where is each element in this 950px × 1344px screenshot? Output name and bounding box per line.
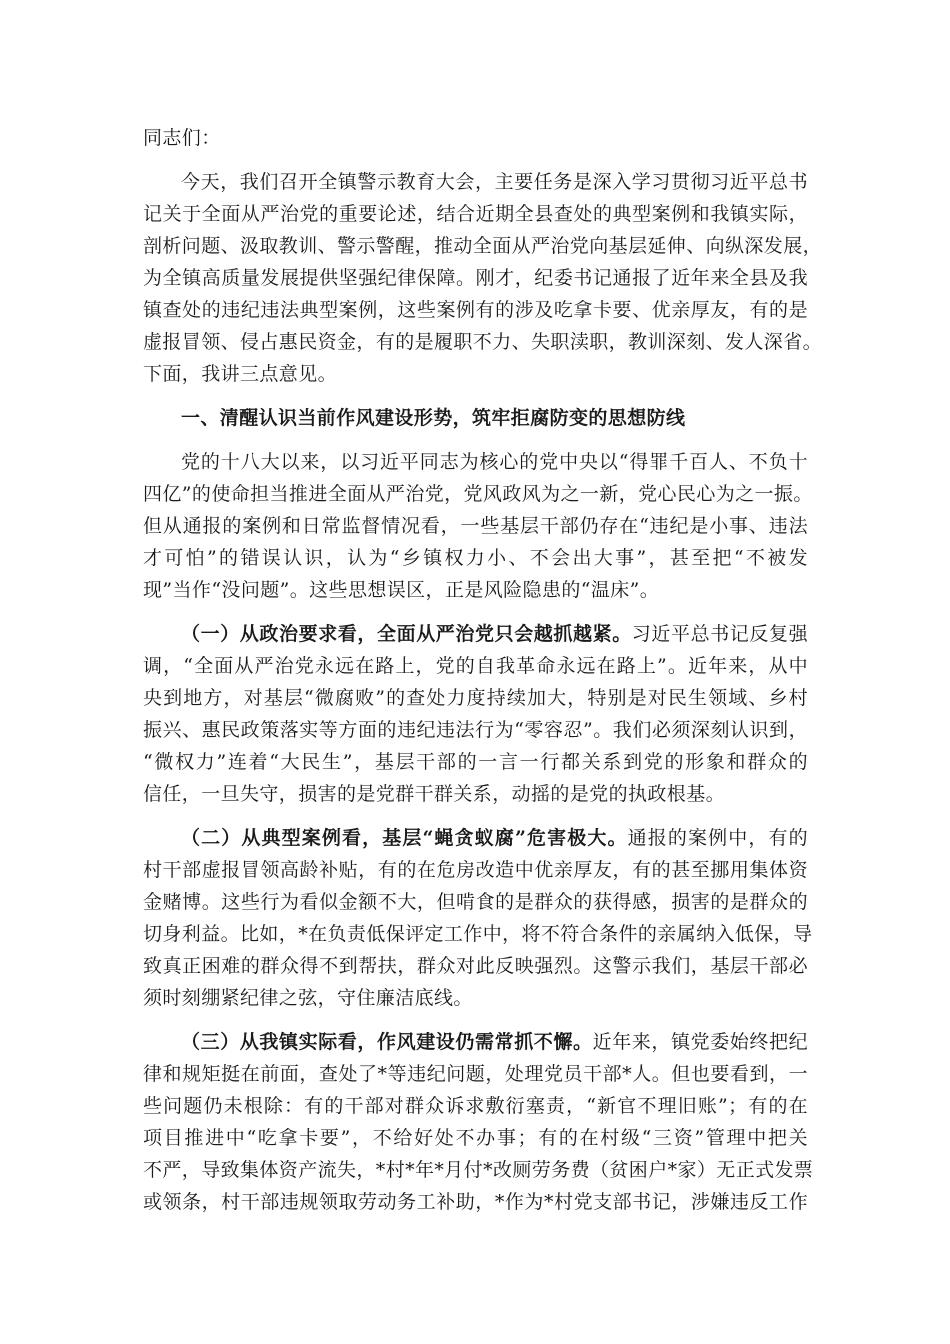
text-line: 但从通报的案例和日常监督情况看，一些基层干部仍存在“违纪是小事、违法 [143, 515, 808, 537]
text-line: 四亿”的使命担当推进全面从严治党，党风政风为之一新，党心民心为之一振。 [143, 483, 813, 505]
text-line: 党的十八大以来，以习近平同志为核心的党中央以“得罪千百人、不负十 [181, 451, 808, 473]
text-line: 现”当作“没问题”。这些思想误区，正是风险隐患的“温床”。 [143, 579, 660, 601]
text-line: 村干部虚报冒领高龄补贴，有的在危房改造中优亲厚友，有的甚至挪用集体资 [143, 859, 808, 881]
text-line: 金赌博。这些行为看似金额不大，但啃食的是群众的获得感，损害的是群众的 [143, 891, 808, 913]
point1-paragraph [143, 618, 808, 810]
text-line: 今天，我们召开全镇警示教育大会，主要任务是深入学习贯彻习近平总书 [181, 171, 808, 193]
text-line: 律和规矩挺在前面，查处了*等违纪问题，处理党员干部*人。但也要看到，一 [143, 1063, 808, 1085]
point-text: 通报的案例中，有的 [627, 827, 808, 849]
text-line: 或领条，村干部违规领取劳动务工补助，*作为*村党支部书记，涉嫌违反工作 [143, 1191, 808, 1213]
text-line: 剖析问题、汲取教训、警示警醒，推动全面从严治党向基层延伸、向纵深发展， [143, 235, 823, 257]
section1-paragraph [143, 446, 813, 606]
text-line: 才可怕”的错误认识，认为“乡镇权力小、不会出大事”，甚至把“不被发 [143, 547, 808, 569]
point-text: 习近平总书记反复强 [631, 623, 808, 645]
point-text: 近年来，镇党委始终把纪 [592, 1031, 808, 1053]
point2-paragraph [143, 822, 813, 1014]
point3-paragraph [143, 1026, 814, 1218]
point-heading: （一）从政治要求看，全面从严治党只会越抓越紧。 [181, 623, 632, 645]
salutation: 同志们： [143, 127, 221, 149]
text-line [143, 1026, 808, 1058]
text-line [143, 618, 808, 650]
text-line: 切身利益。比如，*在负责低保评定工作中，将不符合条件的亲属纳入低保，导 [143, 923, 813, 945]
document-page [143, 122, 823, 1218]
intro-paragraph [143, 166, 823, 390]
text-line: 镇查处的违纪违法典型案例，这些案例有的涉及吃拿卡要、优亲厚友，有的是 [143, 299, 808, 321]
text-line: 记关于全面从严治党的重要论述，结合近期全县查处的典型案例和我镇实际， [143, 203, 808, 225]
point-heading: （三）从我镇实际看，作风建设仍需常抓不懈。 [181, 1031, 593, 1053]
text-line: 为全镇高质量发展提供坚强纪律保障。刚才，纪委书记通报了近年来全县及我 [143, 267, 808, 289]
text-line: 些问题仍未根除：有的干部对群众诉求敷衍塞责，“新官不理旧账”；有的在 [143, 1095, 808, 1117]
text-line: 下面，我讲三点意见。 [143, 363, 338, 385]
text-line: 须时刻绷紧纪律之弦，守住廉洁底线。 [143, 987, 473, 1009]
text-line: 调，“全面从严治党永远在路上，党的自我革命永远在路上”。近年来，从中 [143, 655, 808, 677]
text-line: 虚报冒领、侵占惠民资金，有的是履职不力、失职渎职，教训深刻、发人深省。 [143, 331, 823, 353]
text-line [143, 822, 808, 854]
text-line: 振兴、惠民政策落实等方面的违纪违法行为“零容忍”。我们必须深刻认识到， [143, 719, 808, 741]
section-heading: 一、清醒认识当前作风建设形势，筑牢拒腐防变的思想防线 [181, 407, 686, 429]
text-line: “微权力”连着“大民生”，基层干部的一言一行都关系到党的形象和群众的 [143, 751, 808, 773]
text-line: 致真正困难的群众得不到帮扶，群众对此反映强烈。这警示我们，基层干部必 [143, 955, 808, 977]
text-line: 不严，导致集体资产流失，*村*年*月付*改厕劳务费（贫困户*家）无正式发票 [143, 1159, 814, 1181]
point-heading: （二）从典型案例看，基层“蝇贪蚁腐”危害极大。 [181, 827, 628, 849]
text-line: 项目推进中“吃拿卡要”，不给好处不办事；有的在村级“三资”管理中把关 [143, 1127, 808, 1149]
text-line: 央到地方，对基层“微腐败”的查处力度持续加大，特别是对民生领域、乡村 [143, 687, 808, 709]
text-line: 信任，一旦失守，损害的是党群干群关系，动摇的是党的执政根基。 [143, 783, 726, 805]
